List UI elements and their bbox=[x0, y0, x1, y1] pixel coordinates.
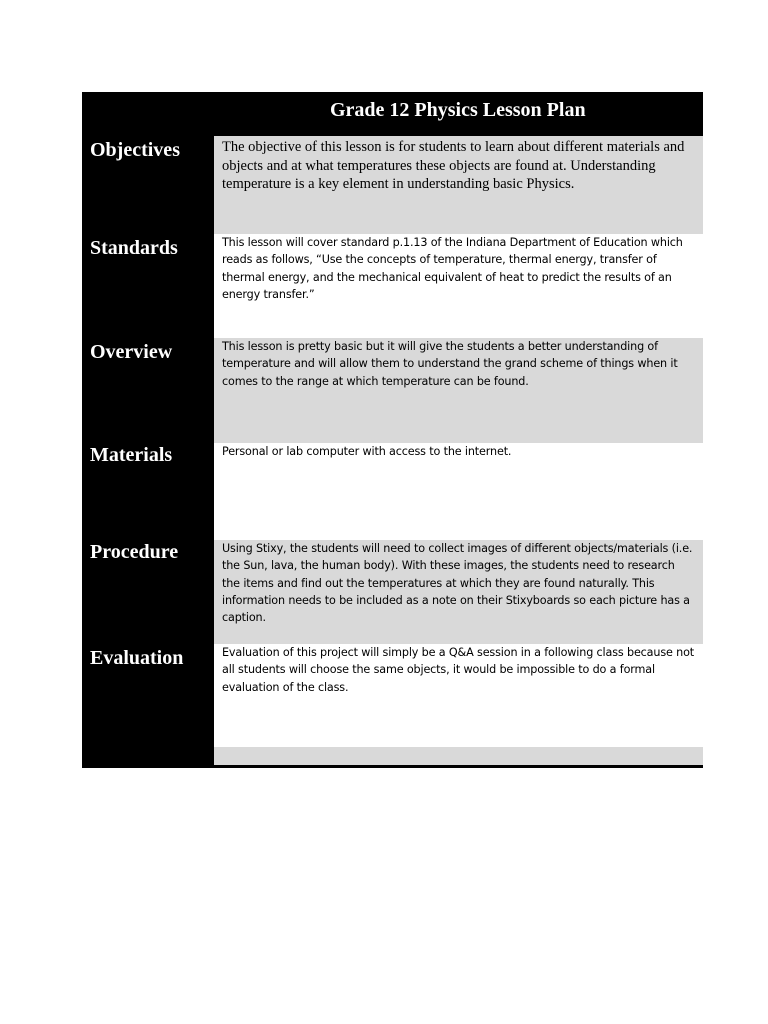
objectives-text: The objective of this lesson is for students to learn about different materials and objects and at what temperatures these objects are found at. Understanding temperature is a key element in understanding basic Physics. bbox=[222, 139, 685, 192]
lesson-plan-table bbox=[82, 92, 703, 768]
materials-label: Materials bbox=[90, 444, 173, 466]
objectives-label: Objectives bbox=[90, 139, 180, 161]
procedure-label: Procedure bbox=[90, 541, 179, 563]
materials-body bbox=[214, 443, 703, 540]
overview-body bbox=[214, 338, 703, 443]
procedure-row bbox=[82, 540, 703, 644]
materials-row bbox=[82, 443, 703, 540]
standards-text: This lesson will cover standard p.1.13 of the Indiana Department of Education which reads as follows, “Use the concepts of temperature, thermal energy, transfer of thermal energy, and the mechanical equivalent of heat to predict the results of an energy transfer.” bbox=[222, 236, 683, 301]
materials-text: Personal or lab computer with access to the internet. bbox=[222, 445, 512, 458]
standards-body bbox=[214, 234, 703, 338]
overview-label: Overview bbox=[90, 341, 173, 363]
table-footer-band bbox=[214, 747, 703, 765]
overview-row bbox=[82, 338, 703, 443]
objectives-row bbox=[82, 136, 703, 234]
evaluation-body bbox=[214, 644, 703, 747]
objectives-body bbox=[214, 136, 703, 234]
bottom-border bbox=[82, 765, 703, 768]
page-title: Grade 12 Physics Lesson Plan bbox=[82, 92, 703, 136]
evaluation-label: Evaluation bbox=[90, 647, 184, 669]
procedure-text: Using Stixy, the students will need to collect images of different objects/materials (i.e. the Sun, lava, the human body). With these images, the students need to research the items and find out the temperatures at which they are found naturally. This information needs to be included as a note on their Stixyboards so each picture has a caption. bbox=[222, 542, 693, 625]
standards-row bbox=[82, 234, 703, 338]
evaluation-text: Evaluation of this project will simply be a Q&A session in a following class because not all students will choose the same objects, it would be impossible to do a formal evaluation of the class. bbox=[222, 646, 695, 694]
overview-text: This lesson is pretty basic but it will give the students a better understanding of temperature and will allow them to understand the grand scheme of things when it comes to the range at which temperature can be found. bbox=[222, 340, 678, 388]
evaluation-row bbox=[82, 644, 703, 747]
procedure-body bbox=[214, 540, 703, 644]
standards-label: Standards bbox=[90, 237, 178, 259]
